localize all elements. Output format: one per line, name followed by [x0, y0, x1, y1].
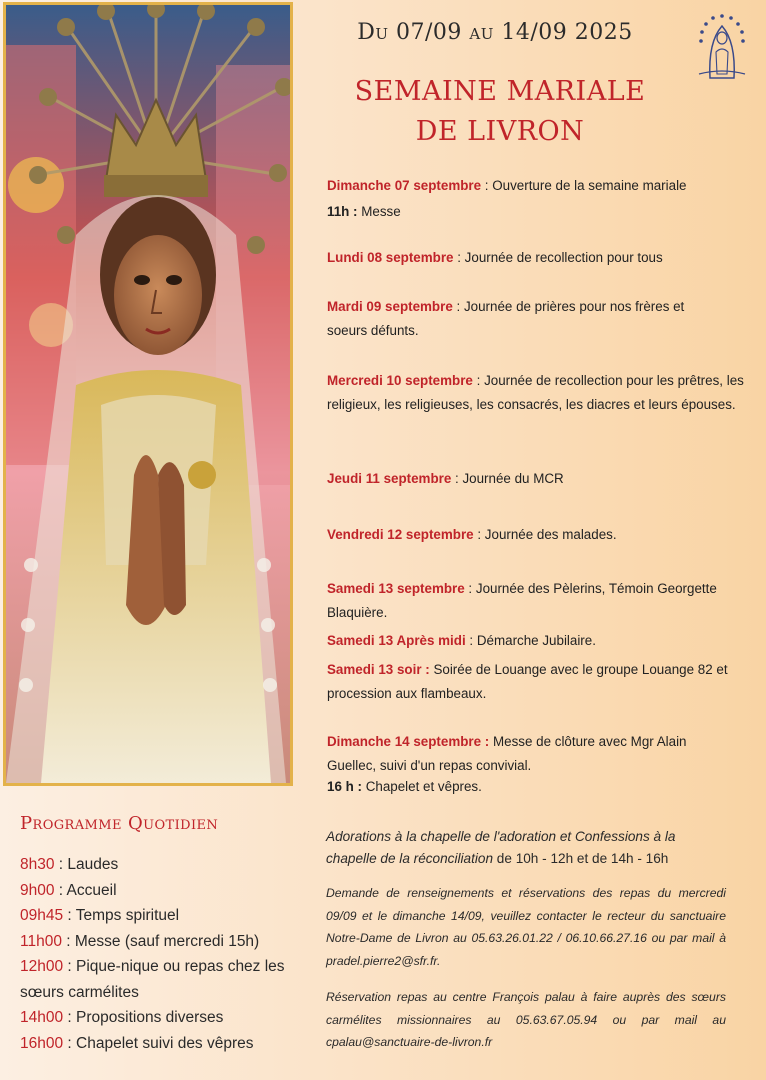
- schedule-item: 11h : Messe: [327, 204, 401, 219]
- statue-photo: [3, 2, 293, 786]
- program-item: 09h45 : Temps spirituel: [20, 907, 180, 924]
- schedule-item: Dimanche 14 septembre : Messe de clôture avec Mgr Alain Guellec, suivi d'un repas convivial.: [327, 734, 687, 773]
- virgin-mary-halo-icon: [694, 12, 750, 80]
- meal-reservation-info: Réservation repas au centre François palau à faire auprès des sœurs carmélites missionnaires au 05.63.67.05.94 ou par mail au cpalau@sanctuaire-de-livron.fr: [326, 990, 726, 1049]
- schedule-item: Samedi 13 Après midi : Démarche Jubilaire.: [327, 633, 596, 648]
- virgin-statue-illustration: [6, 5, 290, 783]
- program-item: 9h00 : Accueil: [20, 881, 117, 899]
- program-item: 8h30 : Laudes: [20, 856, 119, 873]
- program-item: 11h00 : Messe (sauf mercredi 15h): [20, 932, 260, 950]
- daily-program-list: [20, 852, 300, 1056]
- daily-program-title: Programme Quotidien: [20, 813, 219, 834]
- schedule-item: 16 h : Chapelet et vêpres.: [327, 779, 482, 794]
- program-item: 16h00 : Chapelet suivi des vêpres: [20, 1034, 254, 1052]
- contact-info: Demande de renseignements et réservations des repas du mercredi 09/09 et le dimanche 14/09, veuillez contacter le recteur du sanctuaire Notre-Dame de Livron au 05.63.26.01.22 / 06.10.66.27.16 ou par mail à pradel.pierre2@sfr.fr.: [326, 886, 726, 968]
- program-item: 12h00 : Pique-nique ou repas chez les sœurs carmélites: [20, 958, 285, 1001]
- adoration-info: Adorations à la chapelle de l'adoration et Confessions à la chapelle de la réconciliation de 10h - 12h et de 14h - 16h: [326, 829, 676, 866]
- date-range: Du 07/09 au 14/09 2025: [357, 20, 633, 45]
- schedule-item: Jeudi 11 septembre : Journée du MCR: [327, 471, 564, 486]
- schedule-item: Mercredi 10 septembre : Journée de recollection pour les prêtres, les religieux, les religieuses, les consacrés, les diacres et leurs épouses.: [327, 373, 744, 412]
- schedule-item: Vendredi 12 septembre : Journée des malades.: [327, 527, 617, 542]
- schedule-item: Samedi 13 septembre : Journée des Pèlerins, Témoin Georgette Blaquière.: [327, 581, 717, 620]
- schedule-item: Dimanche 07 septembre : Ouverture de la semaine mariale: [327, 178, 687, 193]
- schedule-item: Lundi 08 septembre : Journée de recollection pour tous: [327, 250, 663, 265]
- schedule-item: Mardi 09 septembre : Journée de prières pour nos frères et soeurs défunts.: [327, 299, 685, 338]
- program-item: 14h00 : Propositions diverses: [20, 1009, 224, 1026]
- event-title-line2: DE LIVRON: [415, 116, 585, 147]
- event-title-line1: SEMAINE MARIALE: [354, 76, 646, 107]
- schedule-item: Samedi 13 soir : Soirée de Louange avec le groupe Louange 82 et procession aux flambeaux.: [327, 662, 728, 701]
